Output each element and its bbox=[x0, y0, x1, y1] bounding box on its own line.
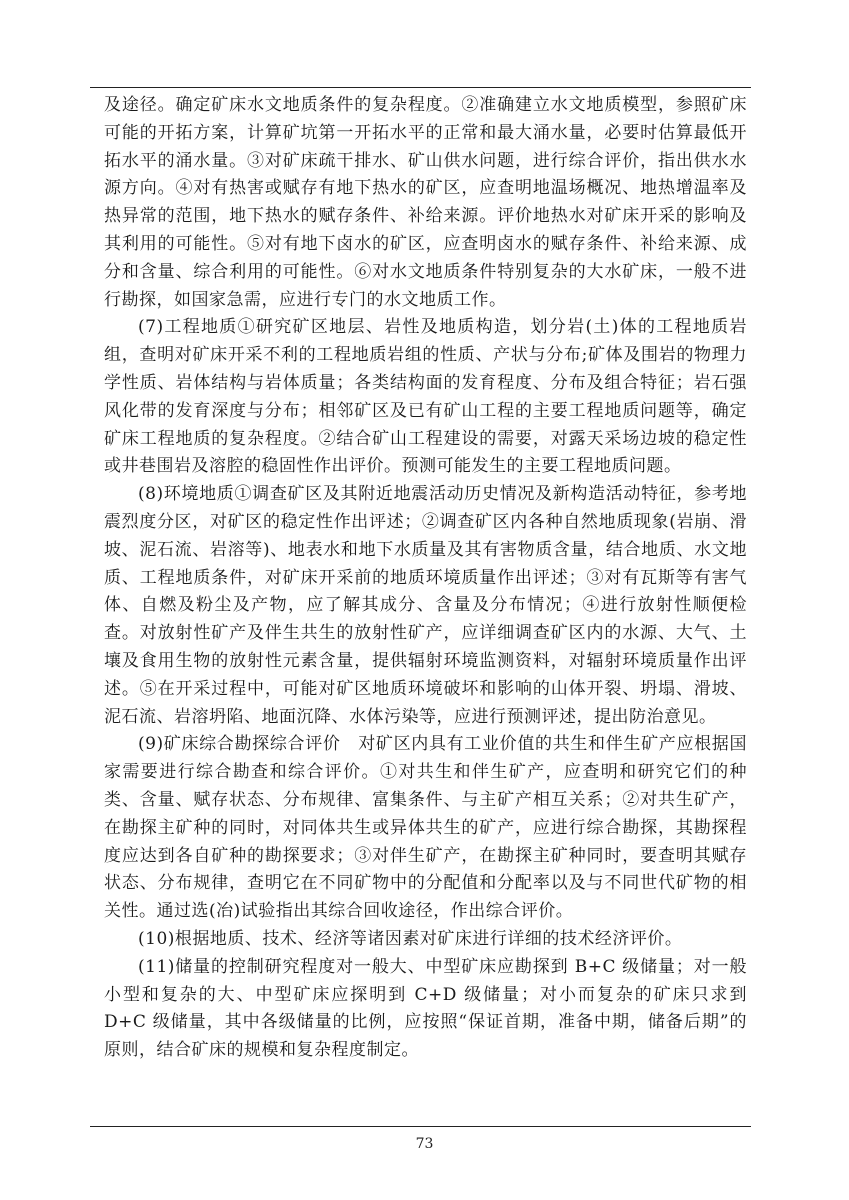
body-text bbox=[104, 92, 747, 1065]
paragraph-environmental-geology: (8)环境地质①调查矿区及其附近地震活动历史情况及新构造活动特征，参考地震烈度分区，对矿区的稳定性作出评述；②调查矿区内各种自然地质现象(岩崩、滑坡、泥石流、岩溶等)、地表水和地下水质量及其有害物质含量，结合地质、水文地质、工程地质条件，对矿床开采前的地质环境质量作出评述；③对有瓦斯等有害气体、自燃及粉尘及产物，应了解其成分、含量及分布情况；④进行放射性顺便检查。对放射性矿产及伴生共生的放射性矿产，应详细调查矿区内的水源、大气、土壤及食用生物的放射性元素含量，提供辐射环境监测资料，对辐射环境质量作出评述。⑤在开采过程中，可能对矿区地质环境破坏和影响的山体开裂、坍塌、滑坡、泥石流、岩溶坍陷、地面沉降、水体污染等，应进行预测评述，提出防治意见。 bbox=[104, 484, 747, 727]
header-rule bbox=[90, 87, 751, 88]
paragraph-hydrogeology-continued: 及途径。确定矿床水文地质条件的复杂程度。②准确建立水文地质模型，参照矿床可能的开拓方案，计算矿坑第一开拓水平的正常和最大涌水量，必要时估算最低开拓水平的涌水量。③对矿床疏干排水、矿山供水问题，进行综合评价，指出供水水源方向。④对有热害或赋存有地下热水的矿区，应查明地温场概况、地热增温率及热异常的范围，地下热水的赋存条件、补给来源。评价地热水对矿床开采的影响及其利用的可能性。⑤对有地下卤水的矿区，应查明卤水的赋存条件、补给来源、成分和含量、综合利用的可能性。⑥对水文地质条件特别复杂的大水矿床，一般不进行勘探，如国家急需，应进行专门的水文地质工作。 bbox=[104, 95, 747, 310]
paragraph-technical-economic-evaluation: (10)根据地质、技术、经济等诸因素对矿床进行详细的技术经济评价。 bbox=[138, 928, 683, 949]
paragraph-reserve-control: (11)储量的控制研究程度对一般大、中型矿床应勘探到 B+C 级储量；对一般小型和复杂的大、中型矿床应探明到 C+D 级储量；对小而复杂的矿床只求到 D+C 级储量，其中各级储量的比例，应按照“保证首期，准备中期，储备后期”的原则，结合矿床的规模和复杂程度制定。 bbox=[104, 956, 747, 1061]
page-number: 73 bbox=[415, 1136, 434, 1152]
paragraph-comprehensive-evaluation: (9)矿床综合勘探综合评价 对矿区内具有工业价值的共生和伴生矿产应根据国家需要进行综合勘查和综合评价。①对共生和伴生矿产，应查明和研究它们的种类、含量、赋存状态、分布规律、富集条件、与主矿产相互关系；②对共生矿产，在勘探主矿种的同时，对同体共生或异体共生的矿产，应进行综合勘探，其勘探程度应达到各自矿种的勘探要求；③对伴生矿产，在勘探主矿种同时，要查明其赋存状态、分布规律，查明它在不同矿物中的分配值和分配率以及与不同世代矿物的相关性。通过选(冶)试验指出其综合回收途径，作出综合评价。 bbox=[104, 734, 747, 922]
paragraph-engineering-geology: (7)工程地质①研究矿区地层、岩性及地质构造，划分岩(土)体的工程地质岩组，查明对矿床开采不利的工程地质岩组的性质、产状与分布;矿体及围岩的物理力学性质、岩体结构与岩体质量；各类结构面的发育程度、分布及组合特征；岩石强风化带的发育深度与分布；相邻矿区及已有矿山工程的主要工程地质问题等，确定矿床工程地质的复杂程度。②结合矿山工程建设的需要，对露天采场边坡的稳定性或井巷围岩及溶腔的稳固性作出评价。预测可能发生的主要工程地质问题。 bbox=[104, 317, 747, 477]
footer-rule bbox=[90, 1126, 751, 1127]
